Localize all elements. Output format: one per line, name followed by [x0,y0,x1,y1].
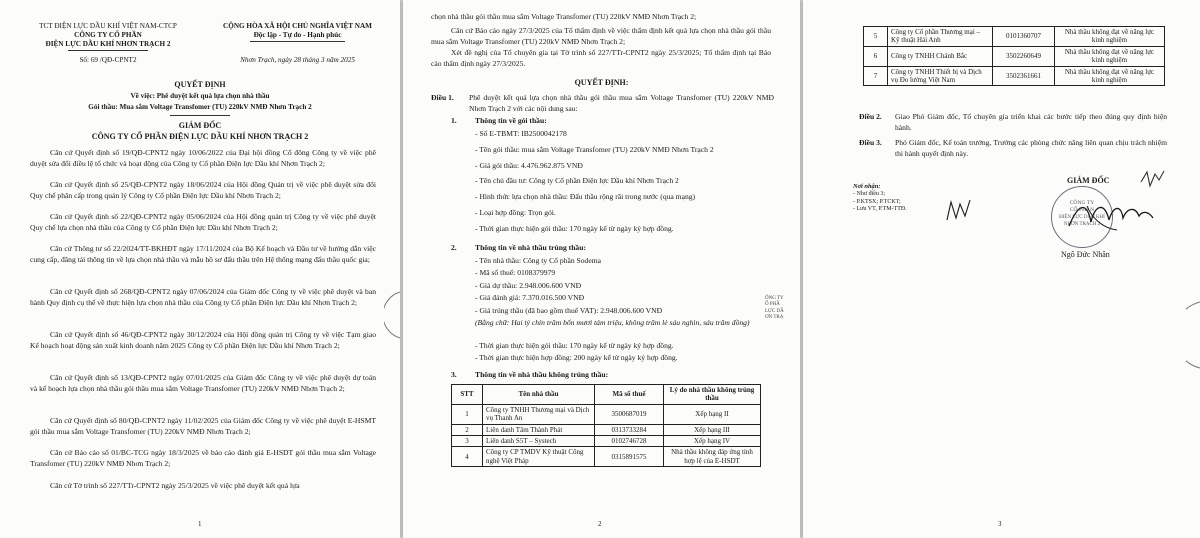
initial-signature [943,196,973,224]
row-bidder-name: Liên danh S5T – Systech [483,436,595,447]
bullet-text: Tên chủ đầu tư: Công ty Cổ phần Điện lực Dầu khí Nhơn Trạch 2 [479,176,679,186]
row-reason: Nhà thầu không đạt về năng lực kinh nghiệm [1055,27,1165,47]
legal-basis-1: Căn cứ Quyết định số 19/QĐ-CPNT2 ngày 10/06/2022 của Đại hội đồng Cổ đông Công ty về việc phê duyệt sửa đổi điều lệ tổ chức và hoạt động của Công ty Cổ phần Điện lực Dầu khí Nhơn Trạch 2; [30,148,376,168]
table-row [452,447,761,467]
article-3-text: Phó Giám đốc, Kế toán trưởng, Trưởng các phòng chức năng liên quan chịu trách nhiệm thi hành quyết định này. [895,138,1167,158]
bullet-text: Loại hợp đồng: Trọn gói. [479,208,556,217]
legal-basis-8: Căn cứ Quyết định số 80/QĐ-CPNT2 ngày 11/02/2025 của Giám đốc Công ty về việc phê duyệt E-HSMT gói thầu mua sắm Voltage Transfomer (TU) 220kV NMĐ Nhơn Trạch 2; [30,416,376,436]
bullet-item [475,293,584,303]
basis-report: Căn cứ Báo cáo ngày 27/3/2025 của Tổ thẩm định về việc thẩm định kết quả lựa chọn nhà thầu gói thầu mua sắm Voltage Transfomer (TU) 220kV NMĐ Nhơn Trạch 2; [431,26,771,46]
bullet-item [475,341,674,351]
table-row [864,27,1165,47]
continued-line: chọn nhà thầu gói thầu mua sắm Voltage Transfomer (TU) 220kV NMĐ Nhơn Trạch 2; [431,12,697,21]
award-value-in-words: (Bằng chữ: Hai tỷ chín trăm bốn mươi tám triệu, không trăm lẻ sáu nghìn, sáu trăm đồng) [475,318,750,327]
row-stt: 5 [864,27,888,47]
legal-basis-3: Căn cứ Quyết định số 22/QĐ-CPNT2 ngày 05/06/2024 của Hội đồng quản trị Công ty về việc phê duyệt Quy chế lựa chọn nhà thầu của Công ty Cổ phần Điện lực Dầu khí Nhơn Trạch 2; [30,212,376,232]
column-header-tax-code: Mã số thuế [595,385,664,405]
section-1-title: Thông tin về gói thầu: [475,116,547,125]
edge-stamp-fragment [1186,300,1200,370]
bullet-text: Tên gói thầu: mua sắm Voltage Transfomer (TU) 220kV NMĐ Nhơn Trạch 2 [479,144,714,154]
bullet-item [475,353,678,363]
legal-basis-4: Căn cứ Thông tư số 22/2024/TT-BKHĐT ngày 17/11/2024 của Bộ Kế hoạch và Đầu tư về hướng dẫn việc cung cấp, đăng tải thông tin về lựa chọn nhà thầu và mẫu hồ sơ đấu thầu trên Hệ thống mạng đấu thầu quốc gia; [30,244,376,264]
row-reason: Nhà thầu không đáp ứng tính hợp lệ của E-HSDT [664,447,761,467]
bullet-dash: - [475,176,480,186]
table-row [452,424,761,435]
row-stt: 2 [452,424,483,435]
row-reason: Xếp hạng III [664,424,761,435]
table-row [864,46,1165,66]
org-line-2: CÔNG TY CỔ PHẦN [74,31,142,39]
row-tax-code: 0101360707 [993,27,1055,47]
bullet-item [475,129,567,139]
bullet-text: Thời gian thực hiện hợp đồng: 200 ngày kể từ ngày ký hợp đồng. [479,353,678,363]
bullet-item [475,256,601,266]
bullet-item [475,306,662,316]
bullet-item [475,161,583,171]
row-bidder-name: Công ty TNHH Chánh Bắc [888,46,993,66]
bullet-dash: - [475,192,480,202]
bullet-text: Giá đánh giá: 7.370.016.500 VNĐ [479,293,585,303]
signature-mark-top [1138,168,1168,190]
bullet-dash: - [475,144,480,154]
bullet-item [475,176,679,186]
row-reason: Xếp hạng IV [664,436,761,447]
bullet-dash: - [475,353,480,363]
bullet-text: Thời gian thực hiện gói thầu: 170 ngày kể từ ngày ký hợp đồng. [479,341,674,350]
nation-line-2: Độc lập - Tự do - Hạnh phúc [253,31,342,39]
row-reason: Xếp hạng II [664,404,761,424]
row-bidder-name: Công ty TNHH Thiết bị và Dịch vụ Đo lường Việt Nam [888,66,993,86]
bullet-dash: - [475,160,480,170]
legal-basis-9: Căn cứ Báo cáo số 01/BC-TCG ngày 18/3/2025 về báo cáo đánh giá E-HSDT gói thầu mua sắm Voltage Transfomer (TU) 220kV NMĐ Nhơn Trạch 2; [30,448,376,468]
column-header-stt: STT [452,385,483,405]
table-row [864,66,1165,86]
signer-title: GIÁM ĐỐC [1067,176,1110,185]
row-tax-code: 0315891575 [595,447,664,467]
bullet-text: Số E-TBMT: IB2500042178 [479,129,567,138]
column-header-reason: Lý do nhà thầu không trúng thầu [664,385,761,405]
recipients-title: Nơi nhận: [853,183,881,190]
authority-company: CÔNG TY CỔ PHẦN ĐIỆN LỰC DẦU KHÍ NHƠN TRẠCH 2 [91,132,309,141]
bullet-dash: - [475,341,480,350]
section-2-title: Thông tin về nhà thầu trúng thầu: [475,243,586,252]
bullet-dash: - [475,223,480,233]
subject-underline [170,115,230,116]
place-date: Nhơn Trạch, ngày 28 tháng 3 năm 2025 [240,56,355,64]
document-page-1 [0,0,400,538]
bullet-text: Giá trúng thầu (đã bao gồm thuế VAT): 2.948.006.600 VNĐ [479,305,663,315]
table-header-row [452,385,761,405]
row-reason: Nhà thầu không đạt về năng lực kinh nghiệm [1055,46,1165,66]
org-underline [68,50,148,51]
row-bidder-name: Công ty TNHH Thương mại và Dịch vụ Thanh An [483,404,595,424]
edge-stamp-fragment [384,290,400,340]
row-stt: 6 [864,46,888,66]
legal-basis-7: Căn cứ Quyết định số 13/QĐ-CPNT2 ngày 07/01/2025 của Giám đốc Công ty về việc phê duyệt dự toán và kế hoạch lựa chọn nhà thầu gói thầu mua sắm Voltage Transfomer (TU) 220kV NMĐ Nhơn Trạch 2; [30,373,376,393]
section-1-number: 1. [451,116,457,125]
signer-name: Ngô Đức Nhân [1061,250,1110,259]
unsuccessful-bidders-table-continued [863,26,1165,86]
org-line-3: ĐIỆN LỰC DẦU KHÍ NHƠN TRẠCH 2 [45,40,171,48]
bullet-dash: - [475,256,480,265]
bullet-item [475,224,674,234]
section-2-number: 2. [451,243,457,252]
recipients-list [853,191,907,214]
decision-title: QUYẾT ĐỊNH [174,80,226,89]
bullet-text: Giá dự thầu: 2.948.006.600 VNĐ [479,280,582,290]
director-signature [1061,196,1161,238]
row-tax-code: 3500687019 [595,404,664,424]
table-row [452,404,761,424]
article-1-label: Điều 1. [431,93,454,102]
legal-basis-10: Căn cứ Tờ trình số 227/TTr-CPNT2 ngày 25/3/2025 về việc phê duyệt kết quả lựa [50,481,300,490]
document-page-3 [803,0,1200,538]
row-stt: 4 [452,447,483,467]
bullet-dash: - [475,293,480,303]
bullet-item [475,208,556,218]
seal-line: CÔNG TY [1069,200,1095,206]
bullet-dash: - [475,129,480,138]
row-reason: Nhà thầu không đạt về năng lực kinh nghiệm [1055,66,1165,86]
bullet-text: Thời gian thực hiện gói thầu: 170 ngày kể từ ngày ký hợp đồng. [479,223,674,233]
row-bidder-name: Công ty CP TMDV Kỹ thuật Công nghệ Việt Pháp [483,447,595,467]
decision-subject-2: Gói thầu: Mua sắm Voltage Transfomer (TU) 220kV NMĐ Nhơn Trạch 2 [88,103,312,111]
table-row [452,436,761,447]
unsuccessful-bidders-table [451,384,761,467]
recipient-item: - Lưu VT, P.TM-TTĐ. [853,206,907,213]
article-2-text: Giao Phó Giám đốc, Tổ chuyên gia triển khai các bước tiếp theo đúng quy định hiện hành. [895,112,1167,132]
edge-stamp-text: ÔNG TY Ổ PHẦ LỰC DẦ ƠN TRẠ [765,296,784,321]
seal-line: CỔ PHẦN [1069,207,1095,213]
org-line-1: TCT ĐIỆN LỰC DẦU KHÍ VIỆT NAM-CTCP [39,22,177,30]
nation-line-1: CỘNG HÒA XÃ HỘI CHỦ NGHĨA VIỆT NAM [223,22,372,30]
legal-basis-6: Căn cứ Quyết định số 46/QĐ-CPNT2 ngày 30/12/2024 của Hội đồng quản trị Công ty về việc Tạm giao Kế hoạch hoạt động sản xuất kinh doanh năm 2025 Công ty Cổ phần Điện lực Dầu khí Nhơn Trạch 2; [30,330,376,350]
row-stt: 1 [452,404,483,424]
seal-line: ĐIỆN LỰC DẦU KHÍ [1059,215,1105,220]
article-2-label: Điều 2. [859,112,882,121]
basis-proposal: Xét đề nghị của Tổ chuyên gia tại Tờ trình số 227/TTr-CPNT2 ngày 25/3/2025; Tổ thẩm định tại Báo cáo thẩm định ngày 27/3/2025. [431,48,771,68]
bullet-item [475,281,581,291]
row-bidder-name: Liên danh Tâm Thành Phát [483,424,595,435]
document-page-2 [403,0,800,538]
bullet-item [475,145,714,155]
bullet-item [475,192,695,202]
page-number-1: 1 [198,520,202,528]
page-number-3: 3 [998,520,1002,528]
recipient-item: - Như điều 3; [853,191,886,197]
bullet-dash: - [475,208,480,217]
nation-underline [250,41,345,42]
article-1-text: Phê duyệt kết quả lựa chọn nhà thầu gói thầu mua sắm Voltage Transfomer (TU) 220kV NMĐ Nhơn Trạch 2 với các nội dung sau: [469,93,774,113]
bullet-text: Giá gói thầu: 4.476.962.875 VNĐ [479,160,583,170]
document-number: Số: 69 /QĐ-CPNT2 [79,56,137,64]
bullet-text: Hình thức lựa chọn nhà thầu: Đấu thầu rộng rãi trong nước (qua mạng) [479,192,696,202]
authority-title: GIÁM ĐỐC [178,121,222,130]
bullet-dash: - [475,305,480,315]
page-number-2: 2 [598,520,602,528]
decides-heading: QUYẾT ĐỊNH: [574,78,629,87]
row-tax-code: 0313733284 [595,424,664,435]
article-3-label: Điều 3. [859,138,882,147]
column-header-bidder: Tên nhà thầu [483,385,595,405]
row-stt: 7 [864,66,888,86]
row-stt: 3 [452,436,483,447]
bullet-dash: - [475,268,480,278]
decision-subject-1: Về việc: Phê duyệt kết quả lựa chọn nhà thầu [130,92,270,100]
legal-basis-2: Căn cứ Quyết định số 25/QĐ-CPNT2 ngày 18/06/2024 của Hội đồng Quản trị về việc phê duyệt sửa đổi Quy chế phân cấp trong quản lý Công ty Cổ phần Điện lực Dầu khí Nhơn Trạch 2; [30,180,376,200]
row-tax-code: 0102746728 [595,436,664,447]
legal-basis-5: Căn cứ Quyết định số 268/QĐ-CPNT2 ngày 07/06/2024 của Giám đốc Công ty về việc phê duyệt và ban hành Quy định cụ thể về thực hiện lựa chọn nhà thầu của Công ty Cổ phần Điện lực Dầu khí Nhơn Trạch 2; [30,287,376,307]
seal-line: NHƠN TRẠCH 2 [1063,222,1101,227]
row-bidder-name: Công ty Cổ phần Thương mại – Kỹ thuật Hải Anh [888,27,993,47]
section-3-number: 3. [451,370,457,379]
bullet-dash: - [475,280,480,290]
row-tax-code: 3502260649 [993,46,1055,66]
bullet-text: Tên nhà thầu: Công ty Cổ phần Sodema [479,256,601,265]
row-tax-code: 3502361661 [993,66,1055,86]
recipient-item: - P.KTSX; P.TCKT; [853,198,901,205]
section-3-title: Thông tin về nhà thầu không trúng thầu: [475,370,609,379]
bullet-item [475,268,555,278]
bullet-text: Mã số thuế: 0108379979 [479,268,556,278]
